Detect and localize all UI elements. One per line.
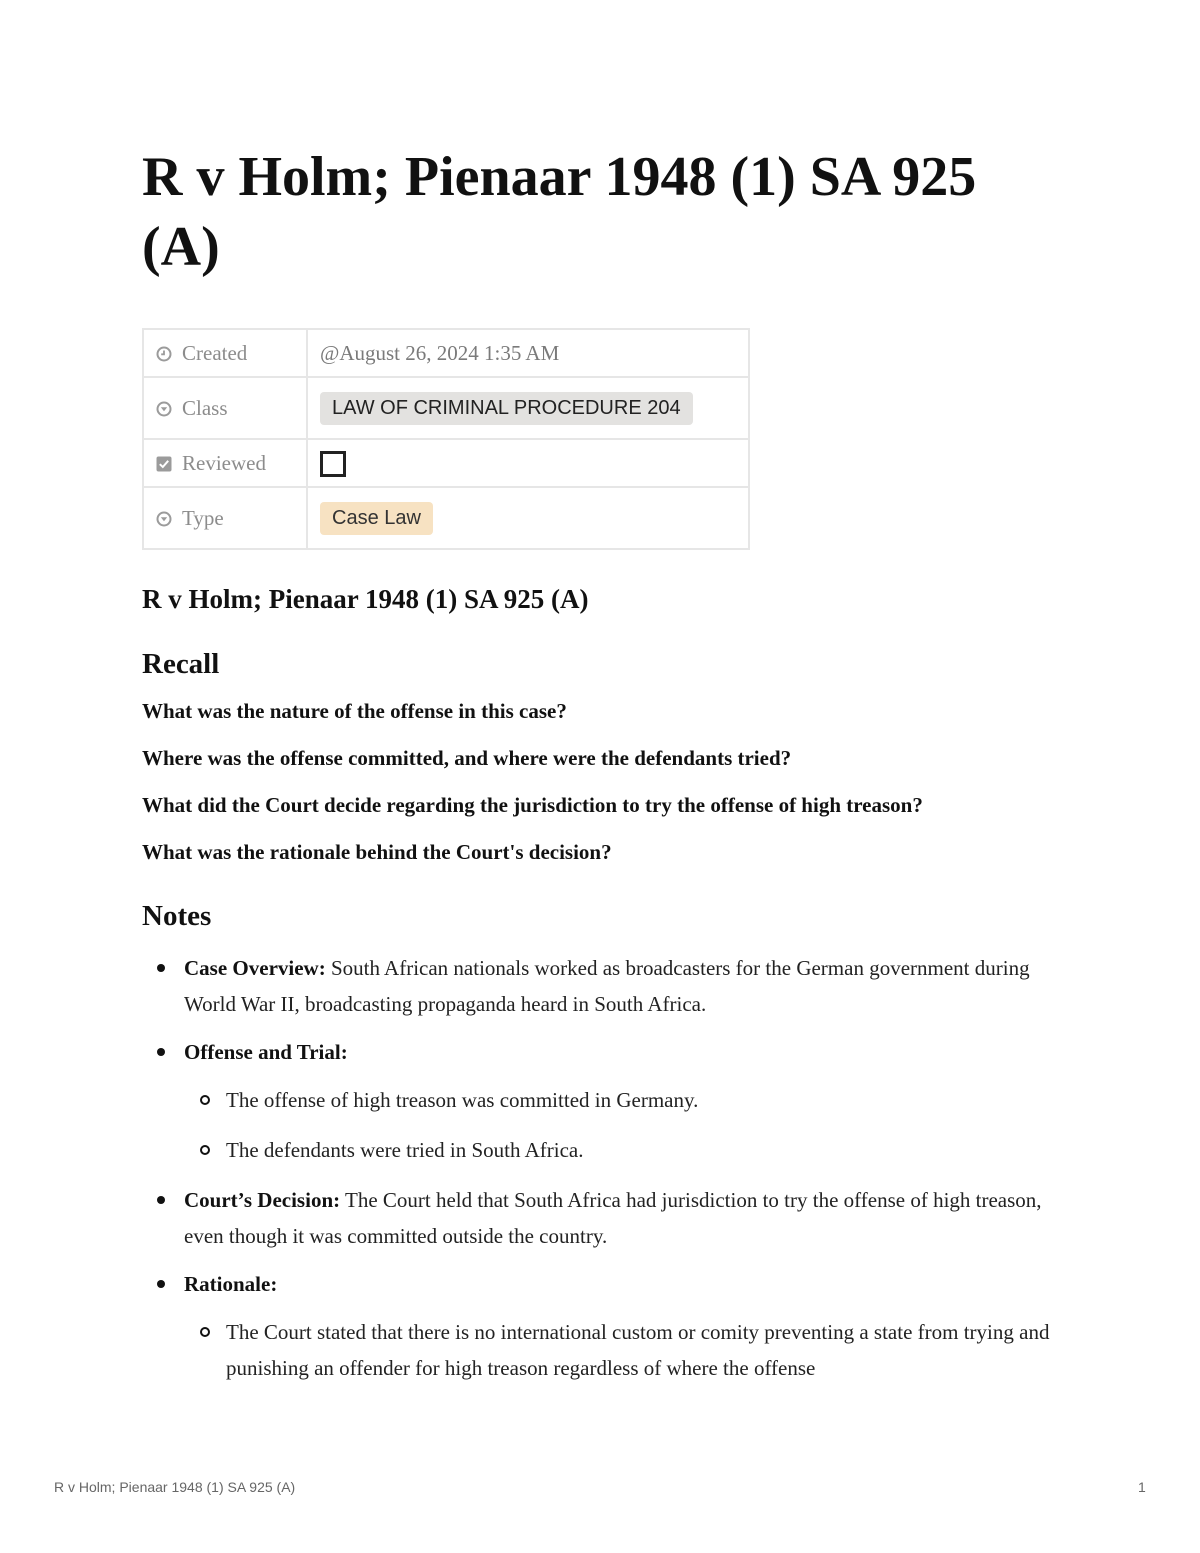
footer-page-number: 1 xyxy=(1138,1479,1146,1495)
property-label: Class xyxy=(182,395,228,420)
recall-question: Where was the offense committed, and where were the defendants tried? xyxy=(142,746,792,770)
recall-heading: Recall xyxy=(142,648,220,680)
properties-table xyxy=(142,328,750,550)
sub-list xyxy=(184,1314,1062,1386)
class-tag[interactable]: LAW OF CRIMINAL PROCEDURE 204 xyxy=(320,392,693,425)
clock-icon xyxy=(156,346,172,362)
property-value-created[interactable]: @August 26, 2024 1:35 AM xyxy=(307,329,749,377)
property-key-created xyxy=(143,329,307,377)
note-text: South African nationals worked as broadcasters for the German government during World War II, broadcasting propaganda heard in South Africa. xyxy=(184,956,1030,1016)
reviewed-checkbox[interactable] xyxy=(320,451,346,477)
sub-list-item: The defendants were tried in South Africa. xyxy=(184,1132,1062,1168)
page-title: R v Holm; Pienaar 1948 (1) SA 925 (A) xyxy=(142,146,977,278)
property-row-type xyxy=(143,487,749,549)
property-value-type[interactable] xyxy=(307,487,749,549)
property-key-type xyxy=(143,487,307,549)
footer-title: R v Holm; Pienaar 1948 (1) SA 925 (A) xyxy=(54,1479,296,1495)
property-label: Reviewed xyxy=(182,450,266,475)
recall-question: What did the Court decide regarding the jurisdiction to try the offense of high treason? xyxy=(142,793,923,817)
section-subtitle: R v Holm; Pienaar 1948 (1) SA 925 (A) xyxy=(142,584,589,614)
note-label: Offense and Trial: xyxy=(184,1040,348,1064)
property-row-class xyxy=(143,377,749,439)
notes-heading: Notes xyxy=(142,900,212,932)
recall-question: What was the nature of the offense in this case? xyxy=(142,699,567,723)
notes-list xyxy=(142,950,1062,1400)
property-label: Created xyxy=(182,340,248,365)
select-icon xyxy=(156,511,172,527)
property-value-reviewed xyxy=(307,439,749,487)
note-label: Rationale: xyxy=(184,1272,278,1296)
note-label: Case Overview: xyxy=(184,956,326,980)
property-key-class xyxy=(143,377,307,439)
property-row-reviewed xyxy=(143,439,749,487)
list-item xyxy=(142,1034,1062,1168)
property-row-created xyxy=(143,329,749,377)
list-item xyxy=(142,1266,1062,1386)
checkbox-icon xyxy=(156,456,172,472)
note-label: Court’s Decision: xyxy=(184,1188,341,1212)
property-label: Type xyxy=(182,505,224,530)
recall-question: What was the rationale behind the Court's decision? xyxy=(142,840,612,864)
note-text: The Court held that South Africa had jurisdiction to try the offense of high treason, even though it was committed outside the country. xyxy=(184,1188,1042,1248)
sub-list xyxy=(184,1082,1062,1168)
list-item xyxy=(142,1182,1062,1254)
list-item xyxy=(142,950,1062,1022)
sub-list-item: The offense of high treason was committed in Germany. xyxy=(184,1082,1062,1118)
select-icon xyxy=(156,401,172,417)
property-value-class[interactable] xyxy=(307,377,749,439)
property-key-reviewed xyxy=(143,439,307,487)
type-tag[interactable]: Case Law xyxy=(320,502,433,535)
sub-list-item: The Court stated that there is no international custom or comity preventing a state from trying and punishing an offender for high treason regardless of where the offense xyxy=(184,1314,1062,1386)
